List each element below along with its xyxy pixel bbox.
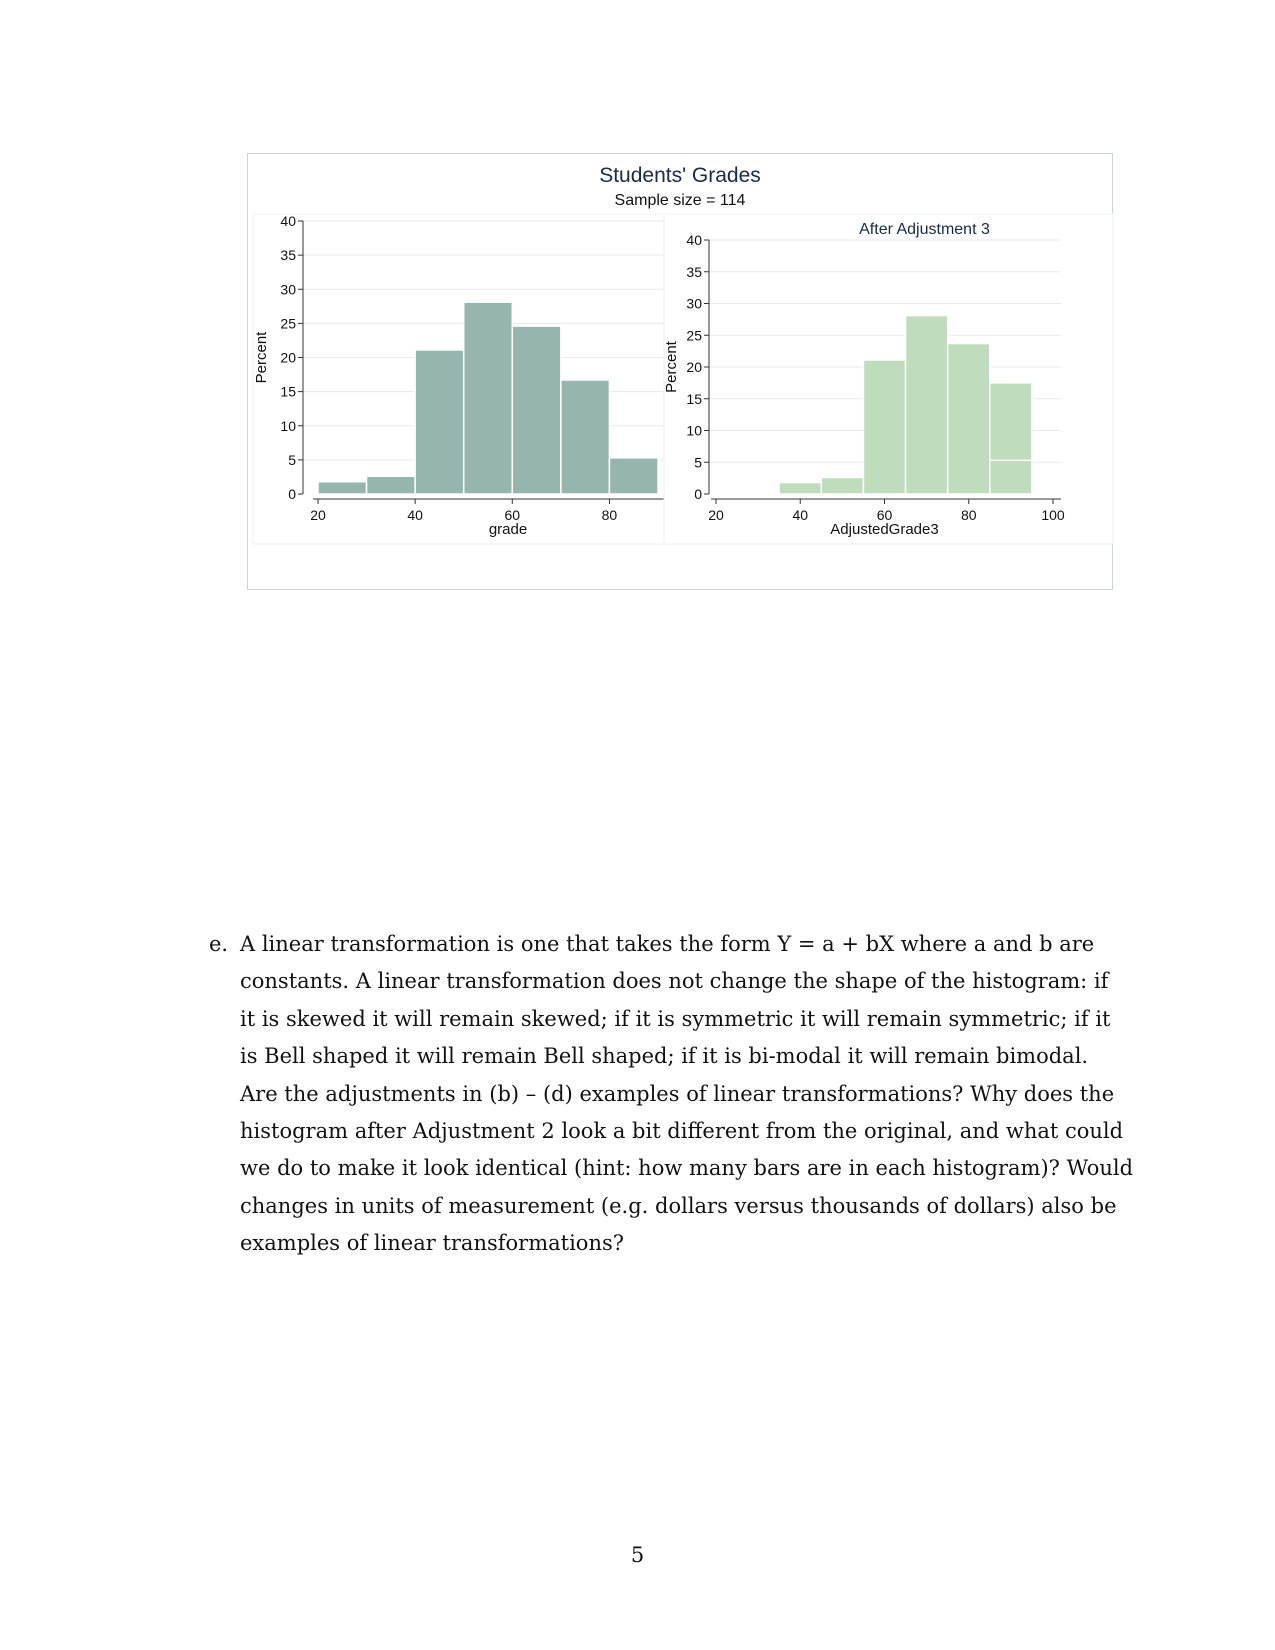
x-tick-label: 60 [876,507,893,523]
histogram-bar [512,326,561,494]
histogram-bar [821,477,863,494]
paragraph-line: it is skewed it will remain skewed; if it is symmetric it will remain symmetric; if it [240,1006,1111,1031]
paragraph-line: constants. A linear transformation does not change the shape of the histogram: if [240,969,1109,994]
y-tick-label: 5 [694,454,702,471]
y-tick-label: 0 [694,486,702,502]
question-label: e. [209,932,229,956]
histogram-bar [990,460,1032,494]
y-tick-label: 10 [686,422,702,439]
paragraph-line: we do to make it look identical (hint: how many bars are in each histogram)? Would [240,1156,1134,1181]
paragraph-line: is Bell shaped it will remain Bell shaped; if it is bi-modal it will remain bimodal. [240,1044,1089,1069]
y-tick-label: 20 [280,349,296,366]
histogram-bar [318,482,367,494]
y-tick-label: 30 [280,281,296,298]
y-tick-label: 25 [686,327,702,344]
y-tick-label: 15 [686,390,702,407]
y-axis-title: Percent [663,341,680,393]
paragraph-line: Are the adjustments in (b) – (d) examples of linear transformations? Why does the [240,1081,1115,1106]
histogram-bar [464,302,513,494]
page-number: 5 [630,1543,645,1567]
histogram-bar [609,458,658,494]
paragraph-line: histogram after Adjustment 2 look a bit different from the original, and what could [240,1119,1124,1144]
x-tick-label: 40 [792,507,809,523]
paragraph-line: changes in units of measurement (e.g. dollars versus thousands of dollars) also be [240,1193,1117,1218]
y-tick-label: 35 [686,263,702,280]
y-tick-label: 15 [280,383,296,400]
figure-subtitle: Sample size = 114 [614,192,746,209]
y-axis-title: Percent [253,331,270,384]
y-tick-label: 20 [686,359,702,375]
histogram-bar [415,350,464,494]
panel-title: After Adjustment 3 [859,221,990,238]
y-tick-label: 0 [288,486,296,502]
y-tick-label: 40 [686,232,702,248]
paragraph-line: examples of linear transformations? [240,1231,624,1256]
x-tick-label: 40 [407,507,423,523]
x-tick-label: 60 [504,507,521,523]
y-tick-label: 5 [288,451,296,468]
histogram-bar [367,476,416,494]
histogram-bar [779,483,821,494]
x-tick-label: 20 [310,507,326,523]
y-tick-label: 35 [280,247,296,264]
students-grades-figure [247,153,1113,590]
y-tick-label: 10 [280,417,296,434]
histograms-svg [248,154,1114,591]
x-tick-label: 100 [1041,507,1065,523]
x-axis-title: grade [488,521,528,538]
x-axis-title: AdjustedGrade3 [830,521,939,538]
histogram-bar [906,316,948,494]
histogram-bar [948,344,990,494]
x-tick-label: 80 [960,507,977,523]
x-tick-label: 80 [601,507,618,523]
y-tick-label: 30 [686,295,702,312]
figure-title: Students' Grades [599,164,761,187]
question-e [209,926,1132,1263]
question-body [240,926,1132,1263]
y-tick-label: 40 [280,213,296,229]
histogram-bar [863,360,905,494]
paragraph-line: A linear transformation is one that takes the form Y = a + bX where a and b are [240,932,1095,956]
histogram-bar [561,380,610,494]
x-tick-label: 20 [708,507,724,523]
y-tick-label: 25 [280,315,296,332]
